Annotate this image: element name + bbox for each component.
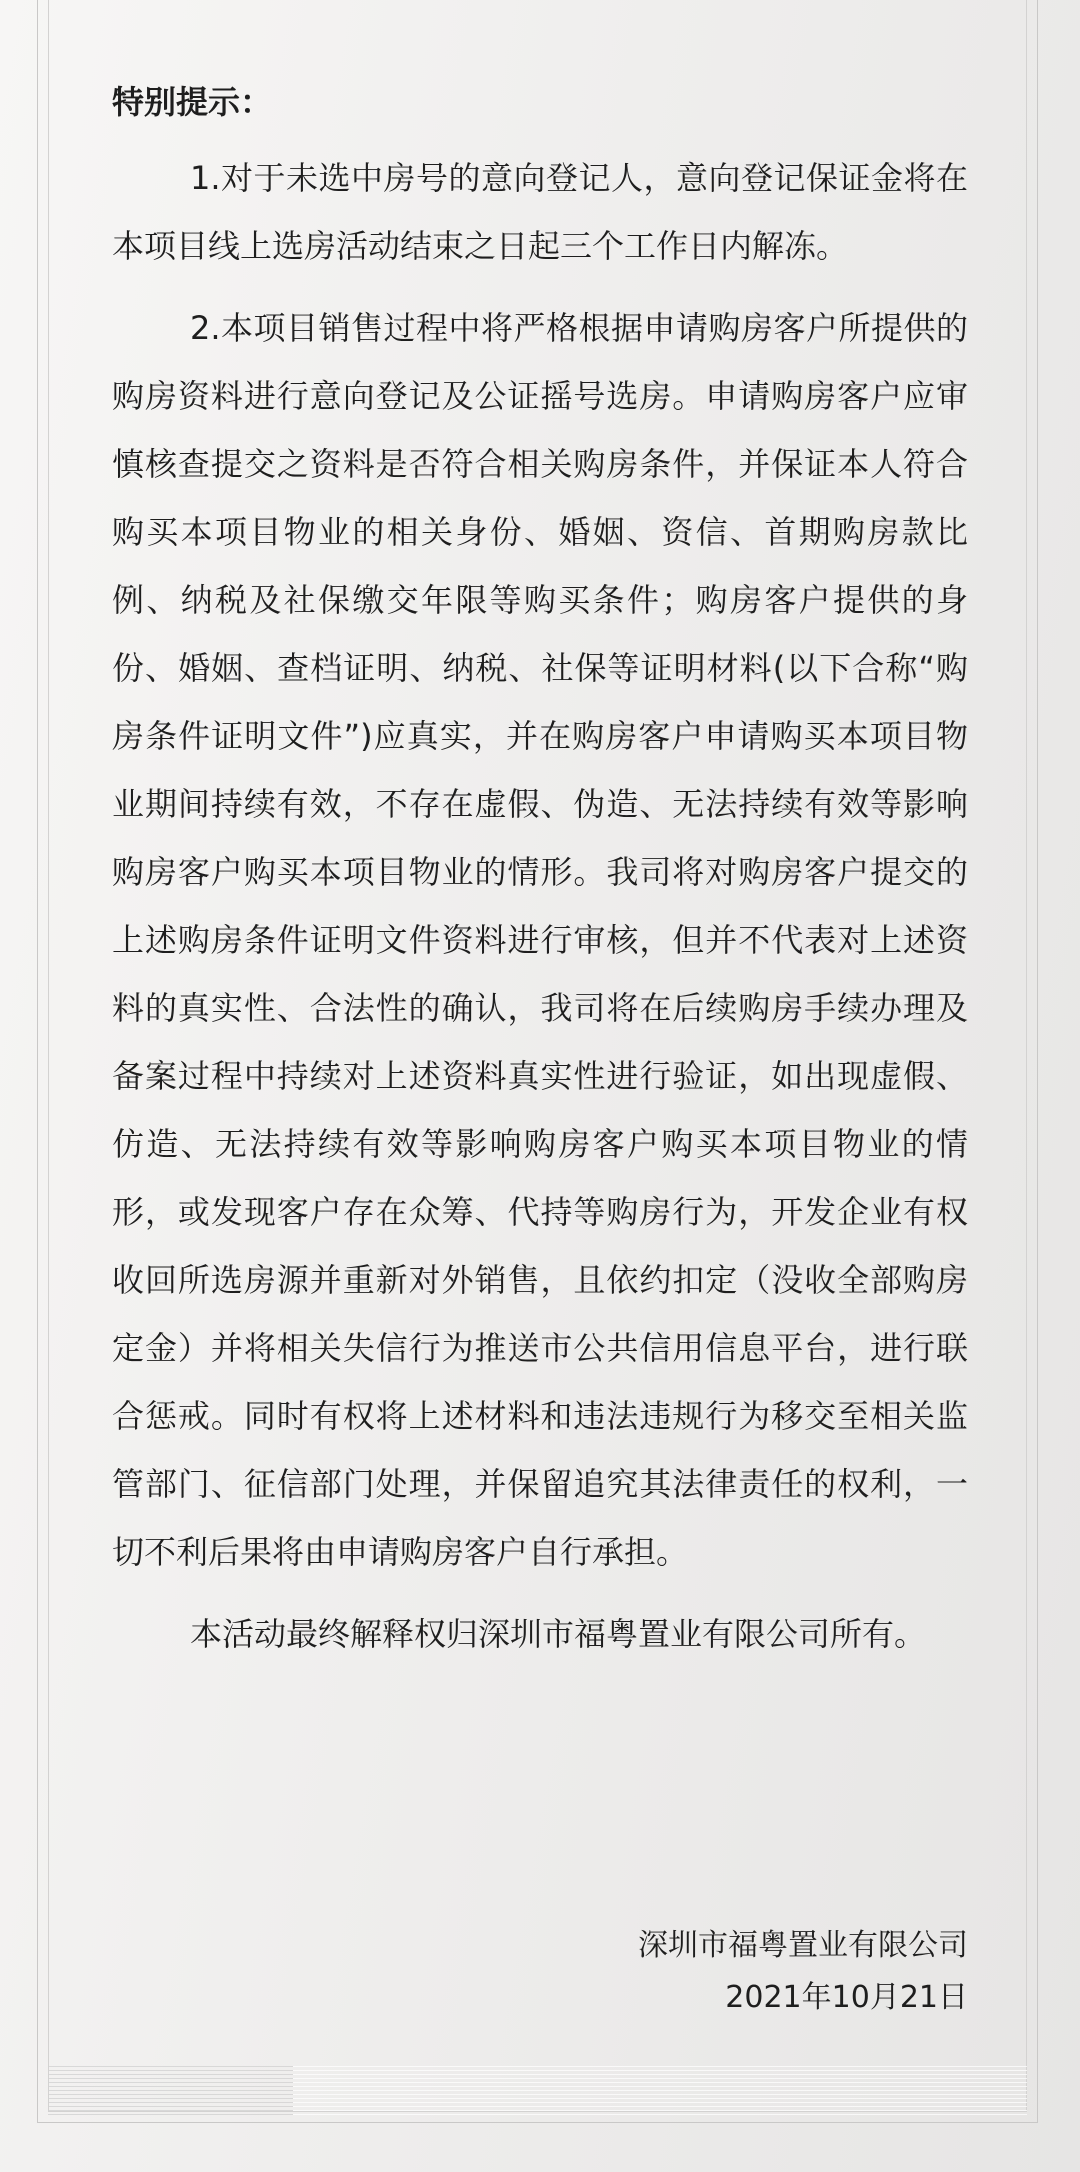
- signature-block: [638, 1920, 968, 2024]
- notice-title: 特别提示：: [112, 83, 273, 121]
- decorative-stripes-shade: [48, 2066, 293, 2116]
- signature-date: 2021年10月21日: [725, 1980, 968, 2015]
- notice-paragraph-1: 1.对于未选中房号的意向登记人，意向登记保证金将在本项目线上选房活动结束之日起三个工作日内解冻。: [112, 159, 968, 265]
- signature-company: 深圳市福粤置业有限公司: [638, 1928, 968, 1963]
- notice-paragraph-2: 2.本项目销售过程中将严格根据申请购房客户所提供的购房资料进行意向登记及公证摇号选房。申请购房客户应审慎核查提交之资料是否符合相关购房条件，并保证本人符合购买本项目物业的相关身份、婚姻、资信、首期购房款比例、纳税及社保缴交年限等购买条件；购房客户提供的身份、婚姻、查档证明、纳税、社保等证明材料(以下合称“购房条件证明文件”)应真实，并在购房客户申请购买本项目物业期间持续有效，不存在虚假、伪造、无法持续有效等影响购房客户购买本项目物业的情形。我司将对购房客户提交的上述购房条件证明文件资料进行审核，但并不代表对上述资料的真实性、合法性的确认，我司将在后续购房手续办理及备案过程中持续对上述资料真实性进行验证，如出现虚假、仿造、无法持续有效等影响购房客户购买本项目物业的情形，或发现客户存在众筹、代持等购房行为，开发企业有权收回所选房源并重新对外销售，且依约扣定（没收全部购房定金）并将相关失信行为推送市公共信用信息平台，进行联合惩戒。同时有权将上述材料和违法违规行为移交至相关监管部门、征信部门处理，并保留追究其法律责任的权利，一切不利后果将由申请购房客户自行承担。: [112, 309, 968, 1571]
- notice-body: [112, 68, 968, 1682]
- closing-statement: 本活动最终解释权归深圳市福粤置业有限公司所有。: [190, 1615, 927, 1653]
